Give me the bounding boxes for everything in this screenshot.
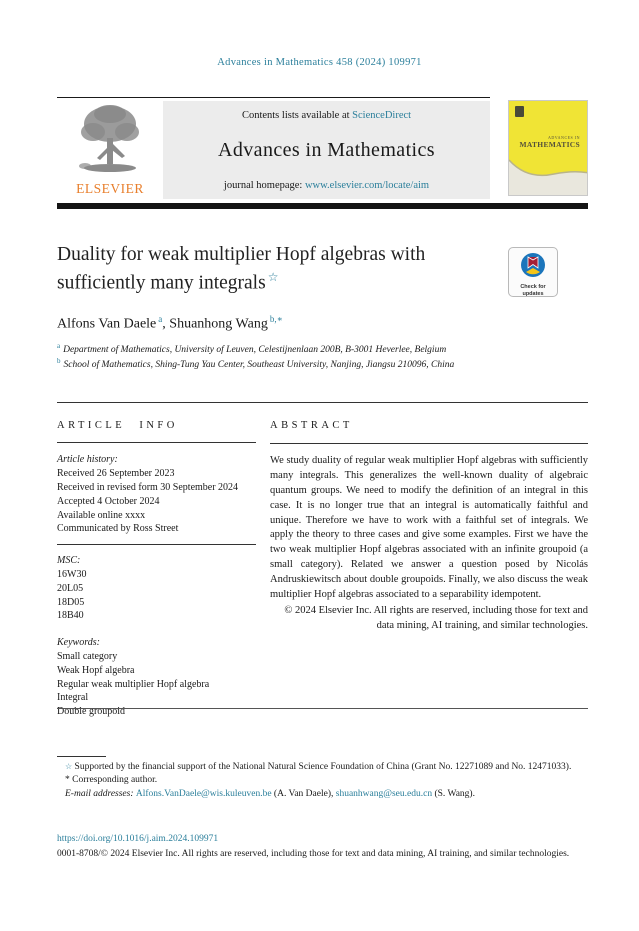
authors-line bbox=[57, 314, 283, 333]
check-for-updates-badge[interactable] bbox=[508, 247, 558, 297]
email-addresses-label: E-mail addresses: bbox=[65, 788, 136, 799]
elsevier-tree-icon bbox=[77, 102, 143, 181]
authors-separator: , bbox=[162, 316, 170, 332]
sciencedirect-link[interactable]: ScienceDirect bbox=[352, 110, 412, 121]
check-for-updates-label bbox=[520, 284, 545, 298]
article-history-label: Article history: bbox=[57, 454, 118, 466]
affiliation-b-text: School of Mathematics, Shing-Tung Yau Center, Southeast University, Nanjing, Jiangsu 210096, China bbox=[63, 360, 455, 371]
history-item: Accepted 4 October 2024 bbox=[57, 495, 160, 507]
funding-footnote-text: Supported by the financial support of the National Natural Science Foundation of China (Grant No. 12271089 and No. 12471033). bbox=[72, 762, 572, 772]
homepage-prefix: journal homepage: bbox=[223, 180, 305, 191]
abstract-heading-rule bbox=[270, 443, 588, 444]
affiliation-b-marker: b bbox=[57, 357, 61, 366]
keywords-label: Keywords: bbox=[57, 637, 100, 649]
article-title bbox=[57, 241, 512, 298]
email-link-wang[interactable]: shuanhwang@seu.edu.cn bbox=[335, 788, 433, 799]
corresponding-footnote-text: Corresponding author. bbox=[69, 775, 158, 786]
footer-copyright: 0001-8708/© 2024 Elsevier Inc. All rights are reserved, including those for text and data mining, AI training, and similar technologies. bbox=[57, 848, 570, 859]
footnotes bbox=[57, 761, 588, 801]
header-citation: Advances in Mathematics 458 (2024) 109971 bbox=[217, 57, 422, 68]
contents-line bbox=[242, 110, 411, 121]
history-item: Received in revised form 30 September 2024 bbox=[57, 482, 239, 494]
email-link-vandaele[interactable]: Alfons.VanDaele@wis.kuleuven.be bbox=[135, 788, 272, 799]
journal-title: Advances in Mathematics bbox=[218, 139, 435, 161]
page-footer bbox=[57, 833, 588, 862]
abstract-copyright: © 2024 Elsevier Inc. All rights are reserved, including those for text and data mining, AI training, and similar technologies. bbox=[284, 604, 588, 631]
abstract-heading: ABSTRACT bbox=[270, 420, 353, 431]
cover-curve-decoration bbox=[509, 150, 588, 195]
title-footnote-star-icon[interactable]: ☆ bbox=[267, 270, 279, 285]
homepage-link[interactable]: www.elsevier.com/locate/aim bbox=[304, 180, 430, 191]
keyword-item: Regular weak multiplier Hopf algebra bbox=[57, 678, 210, 690]
elsevier-wordmark: ELSEVIER bbox=[76, 181, 144, 196]
keyword-item: Double groupoid bbox=[57, 706, 126, 718]
history-item: Available online xxxx bbox=[57, 509, 146, 521]
check-for-updates-icon bbox=[520, 252, 546, 283]
keyword-item: Small category bbox=[57, 651, 118, 663]
article-info-column bbox=[57, 419, 256, 719]
contents-prefix: Contents lists available at bbox=[241, 110, 353, 121]
keyword-item: Weak Hopf algebra bbox=[57, 664, 135, 676]
affiliation-a-text: Department of Mathematics, University of Leuven, Celestijnenlaan 200B, B-3001 Heverlee, Belgium bbox=[63, 345, 447, 356]
cover-title-line1: ADVANCES IN bbox=[548, 135, 580, 140]
email2-suffix: (S. Wang). bbox=[432, 788, 475, 799]
info-gap bbox=[57, 623, 256, 636]
check-badge-line2: updates bbox=[522, 290, 544, 297]
affiliation-a bbox=[57, 342, 519, 357]
cover-title-line2: MATHEMATICS bbox=[519, 140, 580, 149]
doi-link[interactable]: https://doi.org/10.1016/j.aim.2024.109971 bbox=[57, 834, 219, 844]
msc-label: MSC: bbox=[57, 555, 81, 567]
keyword-item: Integral bbox=[57, 692, 89, 704]
funding-footnote bbox=[57, 761, 588, 774]
author-1-name: Alfons Van Daele bbox=[57, 316, 157, 332]
affiliation-a-marker: a bbox=[57, 342, 61, 350]
funding-star-icon: ☆ bbox=[65, 762, 73, 771]
msc-item: 18D05 bbox=[57, 596, 85, 608]
section-bottom-rule bbox=[57, 708, 588, 709]
elsevier-logo bbox=[57, 101, 163, 199]
author-2-name: Shuanhong Wang bbox=[169, 316, 268, 332]
author-1-affiliation-mark[interactable]: a bbox=[158, 314, 163, 324]
corresponding-author-footnote bbox=[57, 774, 588, 787]
article-info-block-rule bbox=[57, 544, 256, 545]
corresponding-asterisk: * bbox=[65, 775, 70, 786]
msc-item: 18B40 bbox=[57, 610, 84, 622]
abstract-text: We study duality of regular weak multiplier Hopf algebras with sufficiently many integrals. This generalizes the well-known duality of algebraic quantum groups. We need to modify the definition of an integral in this case. It is no longer true that an integral is automatically faithful and unique. Therefore we have to work with a faithful set of integrals. We apply the theory to three cases and give some examples. First we have the two weak multiplier Hopf algebras associated with an infinite groupoid (a small category). Related we answer a question posed by Nicolás Andruskiewitsch about double groupoids. Finally, we also discuss the weak multiplier Hopf algebras associated to a separability idempotent. bbox=[270, 454, 588, 601]
journal-banner bbox=[57, 97, 490, 199]
article-info-heading: ARTICLE INFO bbox=[57, 420, 178, 431]
affiliations bbox=[57, 342, 519, 373]
msc-item: 20L05 bbox=[57, 582, 84, 594]
email1-suffix: (A. Van Daele), bbox=[271, 788, 336, 799]
history-item: Communicated by Ross Street bbox=[57, 523, 179, 535]
article-info-heading-rule bbox=[57, 442, 256, 443]
history-item: Received 26 September 2023 bbox=[57, 468, 175, 480]
article-title-text: Duality for weak multiplier Hopf algebras with sufficiently many integrals bbox=[57, 244, 426, 294]
affiliation-b bbox=[57, 357, 519, 372]
section-top-rule bbox=[57, 402, 588, 403]
thick-divider-bar bbox=[57, 203, 588, 209]
cover-publisher-icon bbox=[515, 106, 524, 117]
abstract-column bbox=[270, 419, 588, 634]
journal-cover-thumbnail bbox=[508, 100, 588, 196]
footnote-rule bbox=[57, 756, 106, 757]
msc-item: 16W30 bbox=[57, 569, 87, 581]
email-footnote bbox=[57, 788, 588, 801]
author-2-affiliation-mark[interactable]: b,∗ bbox=[269, 314, 283, 324]
homepage-line bbox=[224, 180, 429, 191]
cover-title bbox=[519, 135, 580, 149]
banner-gray-box bbox=[163, 101, 490, 199]
check-badge-line1: Check for bbox=[520, 284, 546, 290]
